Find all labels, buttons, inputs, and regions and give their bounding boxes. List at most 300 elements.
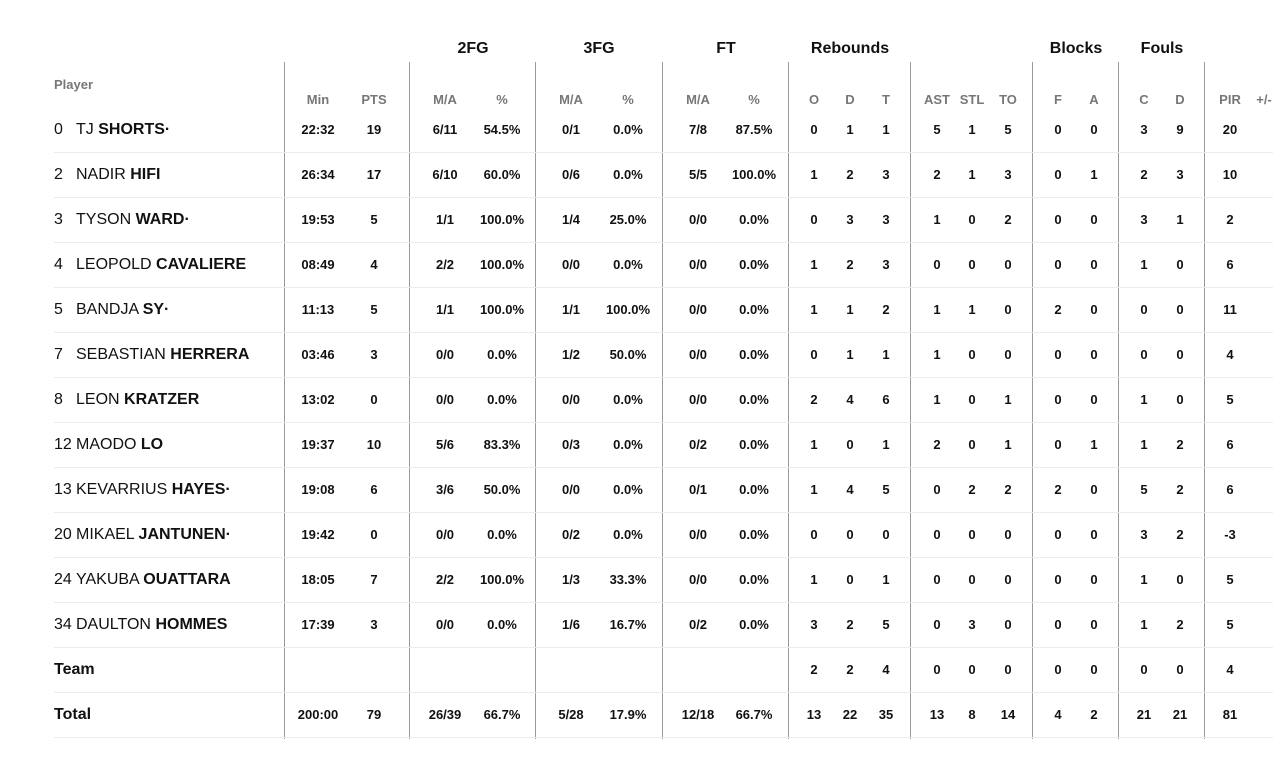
stat-cell: 19:37 [301,437,335,452]
stat-cell: 0 [370,392,378,407]
table-row [54,603,1273,648]
group-ft: FT [716,40,736,57]
table-row [54,288,1273,333]
stat-cell: 1 [1090,167,1098,182]
stat-cell: 66.7% [483,707,521,722]
stat-cell: 0/6 [561,167,581,182]
player-first-name: YAKUBA [76,571,139,588]
stat-cell: 5 [1004,122,1012,137]
player-number: 24 [54,571,72,588]
stat-cell: 3 [810,617,818,632]
starter-marker: · [184,211,190,228]
stat-cell: 6 [1226,257,1234,272]
table-row [54,558,1273,603]
stat-cell: 2 [846,662,854,677]
stat-cell: 0 [1004,257,1012,272]
stat-cell: 0/0 [435,392,455,407]
team-row [54,648,1273,693]
stat-cell: 18:05 [301,572,335,587]
stat-cell: 14 [1000,707,1016,722]
player-number: 34 [54,616,72,633]
column-header-blk-against[interactable]: A [1089,92,1099,107]
stat-cell: 12/18 [681,707,715,722]
stat-cell: 4 [1054,707,1062,722]
stat-cell: 0/0 [688,257,708,272]
stat-cell: 5 [370,302,378,317]
stat-cell: 1 [846,347,854,362]
player-first-name: KEVARRIUS [76,481,168,498]
stat-cell: 1 [882,437,890,452]
column-header-3fg-pct[interactable]: % [622,92,634,107]
stat-cell: 1 [810,572,818,587]
player-number: 3 [54,211,63,228]
stat-cell: 5 [1226,392,1234,407]
stat-cell: 19:53 [301,212,335,227]
stat-cell: 0/0 [688,392,708,407]
stat-cell: 0.0% [739,347,769,362]
stat-cell: 5 [933,122,941,137]
stat-cell: -3 [1224,527,1236,542]
stat-cell: 03:46 [301,347,335,362]
stat-cell: 0 [968,572,976,587]
stat-cell: 0 [1176,257,1184,272]
stat-cell: 0/0 [435,617,455,632]
stat-cell: 1 [846,122,854,137]
stat-cell: 2 [1176,527,1184,542]
stat-cell: 5/28 [558,707,584,722]
stat-cell: 0 [846,527,854,542]
stat-cell: 3 [882,167,890,182]
stat-cell: 1 [882,347,890,362]
player-name-link[interactable] [54,378,199,422]
column-header-fouls-drawn[interactable]: D [1175,92,1185,107]
stat-cell: 1 [1176,212,1184,227]
stat-cell: 0 [1176,302,1184,317]
player-last-name: SHORTS [98,121,165,138]
stat-cell: 5 [882,482,890,497]
stat-cell: 5/6 [435,437,455,452]
stat-cell: 1/4 [561,212,581,227]
stat-cell: 0 [1004,347,1012,362]
stat-cell: 1 [882,122,890,137]
stat-cell: 0/3 [561,437,581,452]
stat-cell: 0 [810,122,818,137]
stat-cell: 1 [810,302,818,317]
stat-cell: 1/3 [561,572,581,587]
column-header-pir[interactable]: PIR [1219,92,1241,107]
stat-cell: 4 [846,482,854,497]
stat-cell: 0.0% [487,347,517,362]
stat-cell: 0 [933,662,941,677]
stat-cell: 0 [1176,572,1184,587]
stat-cell: 3 [882,212,890,227]
player-name-link[interactable] [54,468,231,512]
stat-cell: 0.0% [613,167,643,182]
stat-cell: 0 [1140,347,1148,362]
stat-cell: 4 [846,392,854,407]
player-last-name: SY [142,301,165,318]
column-header-3fg-ma[interactable]: M/A [559,92,583,107]
stat-cell: 7/8 [688,122,708,137]
column-header-2fg-pct[interactable]: % [496,92,508,107]
stat-cell: 0.0% [613,122,643,137]
stat-cell: 100.0% [479,572,525,587]
stat-cell: 0 [1090,527,1098,542]
player-name-link[interactable] [54,243,246,287]
stat-cell: 0/1 [561,122,581,137]
stat-cell: 21 [1136,707,1152,722]
stat-cell: 17 [366,167,382,182]
stat-cell: 2 [846,167,854,182]
stat-cell: 0 [968,527,976,542]
stat-cell: 0 [933,482,941,497]
column-header-stl[interactable]: STL [959,92,985,107]
stat-cell: 6 [370,482,378,497]
column-header-min[interactable]: Min [306,92,330,107]
stat-cell: 2 [933,167,941,182]
stat-cell: 0 [810,212,818,227]
stat-cell: 0 [968,392,976,407]
stat-cell: 20 [1222,122,1238,137]
stat-cell: 6/10 [432,167,458,182]
stat-cell: 0/0 [561,482,581,497]
stat-cell: 2 [968,482,976,497]
stat-cell: 0 [1090,347,1098,362]
player-first-name: LEOPOLD [76,256,152,273]
group-2fg: 2FG [457,40,489,57]
stat-cell: 0 [1054,662,1062,677]
stat-cell: 0.0% [739,437,769,452]
stat-cell: 1 [1004,392,1012,407]
stat-cell: 2 [1004,212,1012,227]
player-name-link[interactable] [54,288,169,332]
stat-cell: 17:39 [301,617,335,632]
stat-cell: 0/0 [435,527,455,542]
stat-cell: 1 [968,302,976,317]
stat-cell: 2 [1176,482,1184,497]
stat-cell: 19:08 [301,482,335,497]
stat-cell: 3 [370,617,378,632]
starter-marker: · [164,121,171,138]
stat-cell: 0 [1054,392,1062,407]
stat-cell: 0 [1090,662,1098,677]
player-first-name: LEON [76,391,120,408]
stat-cell: 22 [842,707,858,722]
player-name-link[interactable] [54,558,231,602]
stat-cell: 26:34 [301,167,335,182]
stat-cell: 0/0 [688,302,708,317]
stat-cell: 3 [846,212,854,227]
stat-cell: 100.0% [605,302,651,317]
stat-cell: 0 [933,527,941,542]
stat-cell: 1 [933,347,941,362]
stat-cell: 19:42 [301,527,335,542]
stat-cell: 0/0 [561,257,581,272]
stat-cell: 0 [968,662,976,677]
stat-cell: 11:13 [301,302,335,317]
column-header-tot-reb[interactable]: T [882,92,890,107]
stat-cell: 2 [810,392,818,407]
stat-cell: 19 [366,122,382,137]
stat-cell: 3 [1176,167,1184,182]
stat-cell: 25.0% [609,212,647,227]
stat-cell: 0.0% [739,392,769,407]
stat-cell: 13 [929,707,945,722]
stat-cell: 4 [882,662,890,677]
stat-cell: 0/0 [688,347,708,362]
stat-cell: 0 [1140,302,1148,317]
player-number: 20 [54,526,72,543]
stat-cell: 11 [1223,302,1237,317]
stat-cell: 1 [1140,392,1148,407]
player-name-link[interactable] [54,108,170,152]
stat-cell: 6/11 [432,122,458,137]
stat-cell: 0 [968,437,976,452]
stat-cell: 1 [1140,617,1148,632]
stat-cell: 1 [1090,437,1098,452]
column-header-off-reb[interactable]: O [808,92,820,107]
stat-cell: 100.0% [731,167,777,182]
stat-cell: 50.0% [483,482,521,497]
stat-cell: 0 [1176,662,1184,677]
player-last-name: LO [140,436,164,453]
player-name-link[interactable] [54,333,249,377]
player-last-name: JANTUNEN [138,526,226,543]
stat-cell: 7 [370,572,378,587]
stat-cell: 5 [370,212,378,227]
stat-cell: 0 [1090,482,1098,497]
stat-cell: 2 [1226,212,1234,227]
stat-cell: 0/2 [688,437,708,452]
stat-cell: 3 [1140,122,1148,137]
stat-cell: 0.0% [739,212,769,227]
stat-cell: 1 [1140,257,1148,272]
player-name-link[interactable] [54,603,227,647]
stat-cell: 0/2 [561,527,581,542]
column-header-ft-pct[interactable]: % [748,92,760,107]
stat-cell: 3 [882,257,890,272]
table-row [54,513,1273,558]
stat-cell: 0.0% [487,392,517,407]
column-header-plus-minus[interactable]: +/- [1256,92,1272,107]
stat-cell: 81 [1222,707,1238,722]
stat-cell: 0 [933,617,941,632]
stat-cell: 1 [846,302,854,317]
stat-cell: 3 [1004,167,1012,182]
stat-cell: 2 [882,302,890,317]
starter-marker: · [225,526,231,543]
stat-cell: 0/1 [688,482,708,497]
stat-cell: 3 [370,347,378,362]
stat-cell: 50.0% [609,347,647,362]
stat-cell: 10 [1222,167,1238,182]
player-number: 7 [54,346,63,363]
stat-cell: 3 [968,617,976,632]
stat-cell: 5/5 [688,167,708,182]
stat-cell: 0 [968,212,976,227]
stat-cell: 0/0 [688,572,708,587]
stat-cell: 5 [1140,482,1148,497]
column-header-ast[interactable]: AST [924,92,950,107]
stat-cell: 0.0% [739,257,769,272]
player-number: 5 [54,301,63,318]
starter-marker: · [225,481,231,498]
stat-cell: 0 [933,257,941,272]
stat-cell: 0/0 [688,527,708,542]
player-first-name: DAULTON [76,616,151,633]
row-divider [54,737,1273,738]
column-header-2fg-ma[interactable]: M/A [433,92,457,107]
stat-cell: 0.0% [613,257,643,272]
stat-cell: 0.0% [739,527,769,542]
player-number: 12 [54,436,72,453]
stat-cell: 2 [1054,302,1062,317]
column-header-player[interactable]: Player [54,77,94,92]
stat-cell: 0 [1004,662,1012,677]
player-last-name: CAVALIERE [156,256,247,273]
column-header-blk-for[interactable]: F [1054,92,1062,107]
stat-cell: 0 [810,347,818,362]
stat-cell: 200:00 [297,707,339,722]
stat-cell: 0 [933,572,941,587]
stat-cell: 2 [1176,437,1184,452]
stat-cell: 8 [968,707,976,722]
stat-cell: 0 [1090,572,1098,587]
player-first-name: MAODO [76,436,137,453]
column-header-ft-ma[interactable]: M/A [686,92,710,107]
table-row [54,108,1273,153]
stat-cell: 0 [968,257,976,272]
stat-cell: 0 [1054,167,1062,182]
stat-cell: 2 [933,437,941,452]
player-name-link[interactable] [54,513,231,557]
stat-cell: 0 [1090,122,1098,137]
stat-cell: 1 [933,212,941,227]
stat-cell: 1/1 [561,302,581,317]
stat-cell: 0 [846,437,854,452]
stat-cell: 1 [933,302,941,317]
group-blocks: Blocks [1049,40,1103,57]
player-number: 13 [54,481,72,498]
stat-cell: 0.0% [739,302,769,317]
stat-cell: 2 [1054,482,1062,497]
player-last-name: KRATZER [124,391,200,408]
table-row [54,378,1273,423]
stat-cell: 9 [1176,122,1184,137]
stat-cell: 79 [366,707,382,722]
player-last-name: HIFI [130,166,161,183]
stat-cell: 0 [1054,347,1062,362]
stat-cell: 3/6 [435,482,455,497]
column-header-pts[interactable]: PTS [361,92,387,107]
player-last-name: HERRERA [170,346,250,363]
stat-cell: 60.0% [483,167,521,182]
stat-cell: 1 [1004,437,1012,452]
column-header-to[interactable]: TO [999,92,1017,107]
player-number: 8 [54,391,63,408]
table-row [54,333,1273,378]
table-row [54,153,1273,198]
stat-cell: 4 [1226,347,1234,362]
column-header-def-reb[interactable]: D [845,92,855,107]
stat-cell: 4 [370,257,378,272]
stat-cell: 0 [1004,572,1012,587]
stat-cell: 66.7% [735,707,773,722]
stat-cell: 0/2 [688,617,708,632]
player-first-name: TJ [76,121,94,138]
stat-cell: 2 [810,662,818,677]
stat-cell: 0 [1090,617,1098,632]
team-label: Team [54,661,95,678]
stat-cell: 2 [1140,167,1148,182]
stat-cell: 6 [1226,437,1234,452]
player-first-name: BANDJA [76,301,139,318]
stat-cell: 1 [968,122,976,137]
stat-cell: 3 [1140,212,1148,227]
player-number: 0 [54,121,63,138]
stat-cell: 13:02 [301,392,335,407]
stat-cell: 4 [1226,662,1234,677]
stat-cell: 1 [968,167,976,182]
player-first-name: SEBASTIAN [76,346,166,363]
stat-cell: 0.0% [487,617,517,632]
stat-cell: 2/2 [435,257,455,272]
group-3fg: 3FG [583,40,615,57]
stat-cell: 2 [1004,482,1012,497]
stat-cell: 3 [1140,527,1148,542]
stat-cell: 1/1 [435,212,455,227]
player-number: 4 [54,256,63,273]
stat-cell: 0 [1176,392,1184,407]
stat-cell: 33.3% [609,572,647,587]
stat-cell: 1/1 [435,302,455,317]
player-name-link[interactable] [54,153,160,197]
stat-cell: 1 [1140,437,1148,452]
player-last-name: HAYES [171,481,226,498]
stat-cell: 100.0% [479,302,525,317]
stat-cell: 5 [1226,617,1234,632]
stat-cell: 2 [1176,617,1184,632]
stat-cell: 0 [810,527,818,542]
stat-cell: 0/0 [561,392,581,407]
stat-cell: 0 [846,572,854,587]
player-last-name: HOMMES [155,616,228,633]
stat-cell: 0 [1054,122,1062,137]
stat-cell: 100.0% [479,212,525,227]
stat-cell: 0 [1054,437,1062,452]
stat-cell: 83.3% [483,437,521,452]
table-row [54,468,1273,513]
player-name-link[interactable] [54,423,163,467]
stat-cell: 6 [882,392,890,407]
stat-cell: 0.0% [487,527,517,542]
stat-cell: 1 [810,482,818,497]
stat-cell: 0 [1004,617,1012,632]
stat-cell: 2 [846,617,854,632]
starter-marker: · [164,301,170,318]
stat-cell: 0 [370,527,378,542]
stat-cell: 0.0% [739,572,769,587]
group-fouls: Fouls [1140,40,1184,57]
stat-cell: 0 [1090,392,1098,407]
stat-cell: 0.0% [613,437,643,452]
stat-cell: 0 [1090,212,1098,227]
player-name-link[interactable] [54,198,190,242]
column-header-fouls-committed[interactable]: C [1139,92,1149,107]
stat-cell: 08:49 [301,257,335,272]
stat-cell: 0.0% [739,482,769,497]
stat-cell: 0 [1054,617,1062,632]
